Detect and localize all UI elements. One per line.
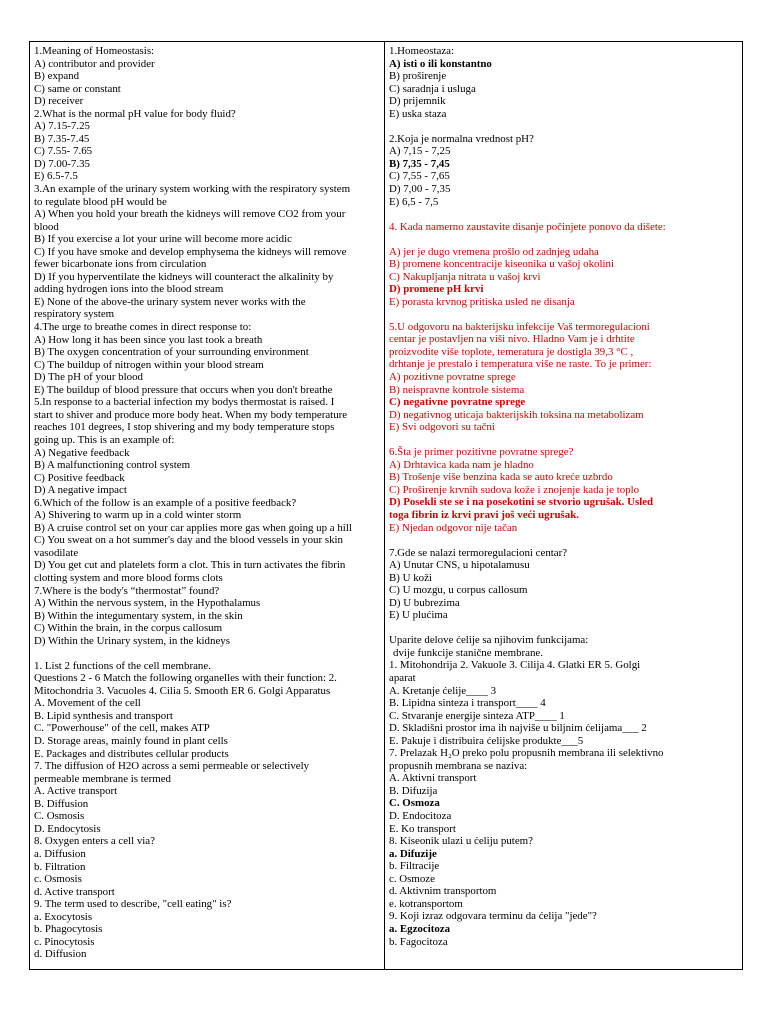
serbian-line: toga fibrin iz krvi pravi još veći ugrušak. xyxy=(389,509,579,521)
english-line: B) The oxygen concentration of your surrounding environment xyxy=(34,346,309,359)
english-line: Mitochondria 3. Vacuoles 4. Cilia 5. Smooth ER 6. Golgi Apparatus xyxy=(34,684,331,697)
serbian-line: c. Osmoze xyxy=(389,872,435,885)
serbian-line: drhtanje je prestalo i temperatura više ne raste. To je primer: xyxy=(389,358,652,371)
serbian-line: D. Skladišni prostor ima ih najviše u biljnim ćelijama___ 2 xyxy=(389,722,647,735)
english-line: C. "Powerhouse" of the cell, makes ATP xyxy=(34,722,210,735)
english-line: start to shiver and produce more body heat. When my body temperature xyxy=(34,408,348,421)
serbian-line: propusnih membrana se naziva: xyxy=(389,759,528,772)
serbian-line: D) U bubrezima xyxy=(389,596,460,609)
serbian-line: C) U mozgu, u corpus callosum xyxy=(389,584,528,597)
english-line: respiratory system xyxy=(34,308,115,321)
english-line: 7.Where is the body's “thermostat” found? xyxy=(34,584,220,597)
english-line: A) How long it has been since you last took a breath xyxy=(34,333,263,346)
serbian-line: aparat xyxy=(389,672,416,685)
serbian-line: dvije funkcije stanične membrane. xyxy=(393,646,543,659)
english-line: B) 7.35-7.45 xyxy=(34,132,90,145)
serbian-line: E) U plućima xyxy=(389,609,448,622)
serbian-line: D) promene pH krvi xyxy=(389,283,484,296)
serbian-line: B) U koži xyxy=(389,571,432,584)
english-line: d. Diffusion xyxy=(34,948,87,961)
serbian-line: C) 7,55 - 7,65 xyxy=(389,170,450,183)
serbian-line: 2.Koja je normalna vrednost pH? xyxy=(389,132,534,145)
serbian-line: C. Osmoza xyxy=(389,797,440,810)
english-line: B. Lipid synthesis and transport xyxy=(34,709,173,722)
serbian-line: E) porasta krvnog pritiska usled ne disanja xyxy=(389,295,575,308)
english-line: 4.The urge to breathe comes in direct response to: xyxy=(34,321,252,334)
english-line: d. Active transport xyxy=(34,885,115,898)
english-line: c. Pinocytosis xyxy=(34,935,95,948)
english-line: C) If you have smoke and develop emphysema the kidneys will remove xyxy=(34,245,347,258)
english-line: A) 7.15-7.25 xyxy=(34,120,90,133)
english-line: C) Positive feedback xyxy=(34,471,125,484)
english-line: D) 7.00-7.35 xyxy=(34,157,90,170)
serbian-line: B. Difuzija xyxy=(389,784,438,797)
serbian-line: A. Aktivni transport xyxy=(389,772,477,785)
english-line: vasodilate xyxy=(34,546,79,559)
english-line: B) A malfunctioning control system xyxy=(34,459,191,472)
english-line: fewer bicarbonate ions from circulation xyxy=(34,258,207,271)
english-column xyxy=(30,42,385,969)
english-line: adding hydrogen ions into the blood stream xyxy=(34,283,224,296)
serbian-line: 1.Homeostaza: xyxy=(389,45,455,57)
english-line: E) 6.5-7.5 xyxy=(34,170,78,183)
serbian-line: B) Trošenje više benzina kada se auto kreće uzbrdo xyxy=(389,471,613,484)
english-line: c. Osmosis xyxy=(34,873,82,886)
english-line: C) You sweat on a hot summer's day and the blood vessels in your skin xyxy=(34,534,343,547)
serbian-line: C) Proširenje krvnih sudova kože i znojenje kada je toplo xyxy=(389,483,640,496)
english-line: 1.Meaning of Homeostasis: xyxy=(34,45,155,57)
english-line: a. Exocytosis xyxy=(34,910,93,923)
serbian-line: E. Pakuje i distribuira ćelijske produkte___5 xyxy=(389,734,584,747)
serbian-line: Uparite delove ćelije sa njihovim funkcijama: xyxy=(389,634,589,647)
serbian-line: b. Filtracije xyxy=(389,860,440,873)
english-line: a. Diffusion xyxy=(34,847,86,860)
serbian-line: E) Njedan odgovor nije tačan xyxy=(389,521,518,534)
serbian-line: A) Drhtavica kada nam je hladno xyxy=(389,458,534,471)
english-line: B) Within the integumentary system, in the skin xyxy=(34,609,243,622)
serbian-line: A. Kretanje ćelije____ 3 xyxy=(389,684,497,697)
english-line: b. Phagocytosis xyxy=(34,923,103,936)
serbian-line: 7. Prelazak H₂O preko polu propusnih membrana ili selektivno xyxy=(389,747,664,760)
serbian-line: 6.Šta je primer pozitivne povratne sprege? xyxy=(389,446,574,459)
english-line: A) When you hold your breath the kidneys will remove CO2 from your xyxy=(34,208,346,221)
serbian-line: 5.U odgovoru na bakterijsku infekcije Vaš termoregulacioni xyxy=(389,320,650,333)
english-line: D) The pH of your blood xyxy=(34,371,143,384)
english-line: A. Movement of the cell xyxy=(34,697,141,710)
english-line: C) same or constant xyxy=(34,82,121,95)
serbian-line: C) Nakupljanja nitrata u vašoj krvi xyxy=(389,270,541,283)
english-line: 8. Oxygen enters a cell via? xyxy=(34,835,155,848)
english-line: C) The buildup of nitrogen within your blood stream xyxy=(34,358,264,371)
english-line: permeable membrane is termed xyxy=(34,772,171,785)
english-line: reaches 101 degrees, I stop shivering and my body temperature stops xyxy=(34,421,335,434)
serbian-line: 9. Koji izraz odgovara terminu da ćelija "jede"? xyxy=(389,910,597,923)
english-line: B) expand xyxy=(34,70,80,83)
serbian-line: d. Aktivnim transportom xyxy=(389,885,497,898)
serbian-line: 8. Kiseonik ulazi u ćeliju putem? xyxy=(389,835,533,848)
english-line: E. Packages and distributes cellular products xyxy=(34,747,229,760)
english-line: D) Within the Urinary system, in the kidneys xyxy=(34,634,230,647)
serbian-line: D. Endocitoza xyxy=(389,810,452,823)
english-line: A. Active transport xyxy=(34,785,118,798)
serbian-line: A) isti o ili konstantno xyxy=(389,57,492,70)
english-line: 6.Which of the follow is an example of a positive feedback? xyxy=(34,496,297,509)
english-line: Questions 2 - 6 Match the following organelles with their function: 2. xyxy=(34,672,337,685)
serbian-line: centar je postavljen na viši nivo. Hladno Vam je i drhtite xyxy=(389,333,635,346)
serbian-line: C. Stvaranje energije sinteza ATP____ 1 xyxy=(389,709,565,722)
english-line: D) A negative impact xyxy=(34,484,127,497)
serbian-line: B) proširenje xyxy=(389,70,447,83)
english-line: E) The buildup of blood pressure that occurs when you don't breathe xyxy=(34,383,333,396)
english-line: A) contributor and provider xyxy=(34,57,155,70)
serbian-line: D) prijemnik xyxy=(389,95,446,108)
serbian-line: 1. Mitohondrija 2. Vakuole 3. Cilija 4. Glatki ER 5. Golgi xyxy=(389,659,641,672)
serbian-line: e. kotransportom xyxy=(389,897,463,910)
serbian-line: B. Lipidna sinteza i transport____ 4 xyxy=(389,697,546,710)
english-line: b. Filtration xyxy=(34,860,86,873)
english-line: C) Within the brain, in the corpus callosum xyxy=(34,622,223,635)
english-line: B) If you exercise a lot your urine will become more acidic xyxy=(34,233,292,246)
english-line: clotting system and more blood forms clots xyxy=(34,571,223,584)
english-line: B. Diffusion xyxy=(34,797,89,810)
document-table xyxy=(29,41,743,970)
english-line: A) Within the nervous system, in the Hypothalamus xyxy=(34,597,261,610)
serbian-line: A) jer je dugo vremena prošlo od zadnjeg udaha xyxy=(389,245,599,258)
serbian-line: B) 7,35 - 7,45 xyxy=(389,157,450,170)
english-line: to regulate blood pH would be xyxy=(34,195,167,208)
serbian-line: a. Difuzije xyxy=(389,847,437,860)
serbian-line: E) uska staza xyxy=(389,107,447,120)
english-line: 1. List 2 functions of the cell membrane. xyxy=(34,659,211,672)
english-line: B) A cruise control set on your car applies more gas when going up a hill xyxy=(34,521,352,534)
serbian-line: 7.Gde se nalazi termoregulacioni centar? xyxy=(389,546,568,559)
english-line: blood xyxy=(34,220,59,233)
serbian-line: proizvodite više toplote, temeratura je dostigla 39,3 °C , xyxy=(389,345,634,358)
serbian-line: 4. Kada namerno zaustavite disanje počinjete ponovo da dišete: xyxy=(389,220,666,233)
serbian-line: E) 6,5 - 7,5 xyxy=(389,195,439,208)
serbian-line: D) 7,00 - 7,35 xyxy=(389,182,451,195)
serbian-line: E. Ko transport xyxy=(389,822,456,835)
english-line: C) 7.55- 7.65 xyxy=(34,145,93,158)
english-line: D. Endocytosis xyxy=(34,822,101,835)
english-line: 7. The diffusion of H2O across a semi permeable or selectively xyxy=(34,760,310,773)
serbian-line: D) negativnog uticaja bakterijskih toksina na metabolizam xyxy=(389,408,644,421)
english-line: 3.An example of the urinary system working with the respiratory system xyxy=(34,183,351,196)
english-line: 2.What is the normal pH value for body fluid? xyxy=(34,107,236,120)
english-line: D) receiver xyxy=(34,95,84,108)
english-line: 5.In response to a bacterial infection my bodys thermostat is raised. I xyxy=(34,396,335,409)
serbian-line: b. Fagocitoza xyxy=(389,935,448,948)
serbian-line: D) Posekli ste se i na posekotini se stvorio ugrušak. Usled xyxy=(389,496,654,509)
english-line: D. Storage areas, mainly found in plant cells xyxy=(34,735,228,748)
serbian-line: A) Unutar CNS, u hipotalamusu xyxy=(389,559,530,572)
serbian-line: C) saradnja i usluga xyxy=(389,82,476,95)
english-line: D) If you hyperventilate the kidneys will counteract the alkalinity by xyxy=(34,270,334,283)
serbian-line: a. Egzocitoza xyxy=(389,922,451,935)
serbian-line: B) neispravne kontrole sistema xyxy=(389,383,525,396)
serbian-line: C) negativne povratne sprege xyxy=(389,396,526,409)
english-line: A) Negative feedback xyxy=(34,446,130,459)
english-line: E) None of the above-the urinary system never works with the xyxy=(34,295,306,308)
english-line: C. Osmosis xyxy=(34,810,85,823)
serbian-line: A) 7,15 - 7,25 xyxy=(389,145,451,158)
serbian-line: E) Svi odgovori su tačni xyxy=(389,421,495,434)
english-line: D) You get cut and platelets form a clot. This in turn activates the fibrin xyxy=(34,559,346,572)
serbian-column xyxy=(385,42,742,969)
serbian-line: A) pozitivne povratne sprege xyxy=(389,371,516,384)
english-line: 9. The term used to describe, "cell eating" is? xyxy=(34,898,232,911)
serbian-line: B) promene koncentracije kiseonika u vašoj okolini xyxy=(389,258,615,271)
english-line: A) Shivering to warm up in a cold winter storm xyxy=(34,509,242,522)
english-line: going up. This is an example of: xyxy=(34,433,175,446)
